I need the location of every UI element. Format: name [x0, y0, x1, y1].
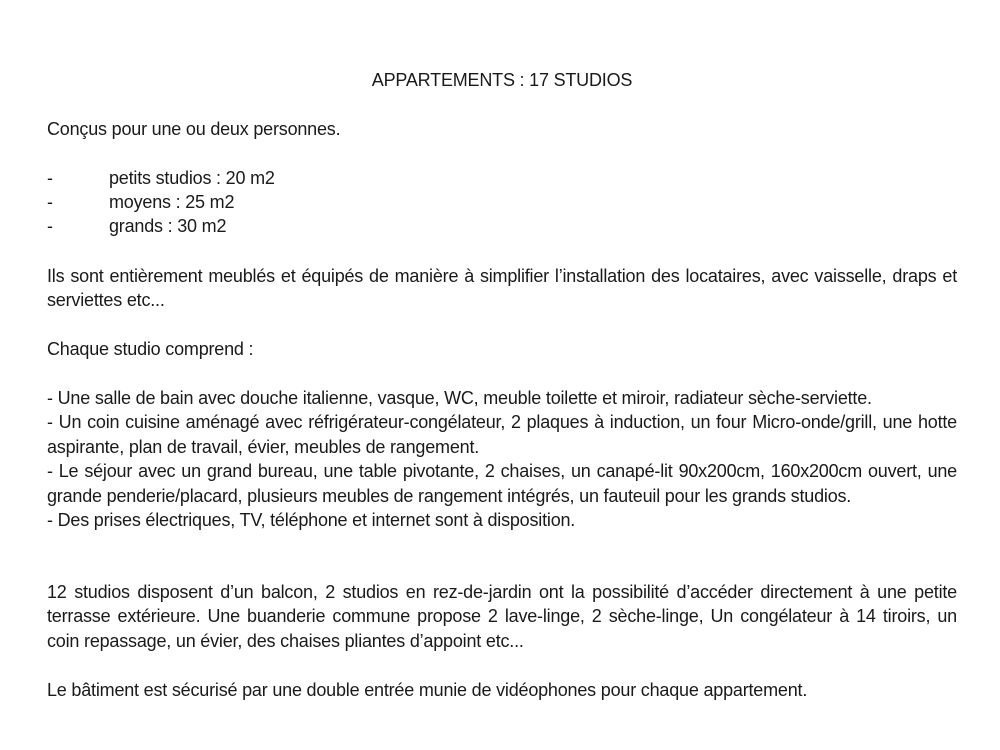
feature-outlets: - Des prises électriques, TV, téléphone et internet sont à disposition. [47, 510, 576, 531]
feature-kitchen: - Un coin cuisine aménagé avec réfrigérateur-congélateur, 2 plaques à induction, un four Micro-onde/grill, une hotte aspirante, plan de travail, évier, meubles de rangement. [47, 412, 957, 457]
feature-living-room: - Le séjour avec un grand bureau, une table pivotante, 2 chaises, un canapé-lit 90x200cm, 160x200cm ouvert, une grande penderie/placard, plusieurs meubles de rangement intégrés, un fauteuil pour les grands studios. [47, 461, 957, 506]
furnished-paragraph: Ils sont entièrement meublés et équipés de manière à simplifier l’installation des locataires, avec vaisselle, draps et serviettes etc... [47, 266, 957, 311]
size-item-large [47, 214, 647, 238]
size-item-small [47, 166, 647, 190]
intro-paragraph: Conçus pour une ou deux personnes. [47, 119, 341, 139]
features-list [47, 386, 957, 532]
size-item-medium [47, 190, 647, 214]
size-item-label: petits studios : 20 m2 [109, 168, 275, 188]
size-item-label: moyens : 25 m2 [109, 192, 235, 212]
includes-heading: Chaque studio comprend : [47, 339, 254, 359]
feature-bathroom: - Une salle de bain avec douche italienne, vasque, WC, meuble toilette et miroir, radiateur sèche-serviette. [47, 388, 872, 408]
size-item-label: grands : 30 m2 [109, 216, 227, 236]
list-dash: - [47, 192, 53, 212]
security-paragraph: Le bâtiment est sécurisé par une double entrée munie de vidéophones pour chaque appartement. [47, 680, 808, 700]
list-dash: - [47, 168, 53, 188]
page-title: APPARTEMENTS : 17 STUDIOS [371, 70, 633, 90]
balcony-paragraph: 12 studios disposent d’un balcon, 2 studios en rez-de-jardin ont la possibilité d’accéder directement à une petite terrasse extérieure. Une buanderie commune propose 2 lave-linge, 2 sèche-linge, Un congélateur à 14 tiroirs, un coin repassage, un évier, des chaises pliantes d’appoint etc... [47, 582, 957, 651]
list-dash: - [47, 216, 53, 236]
